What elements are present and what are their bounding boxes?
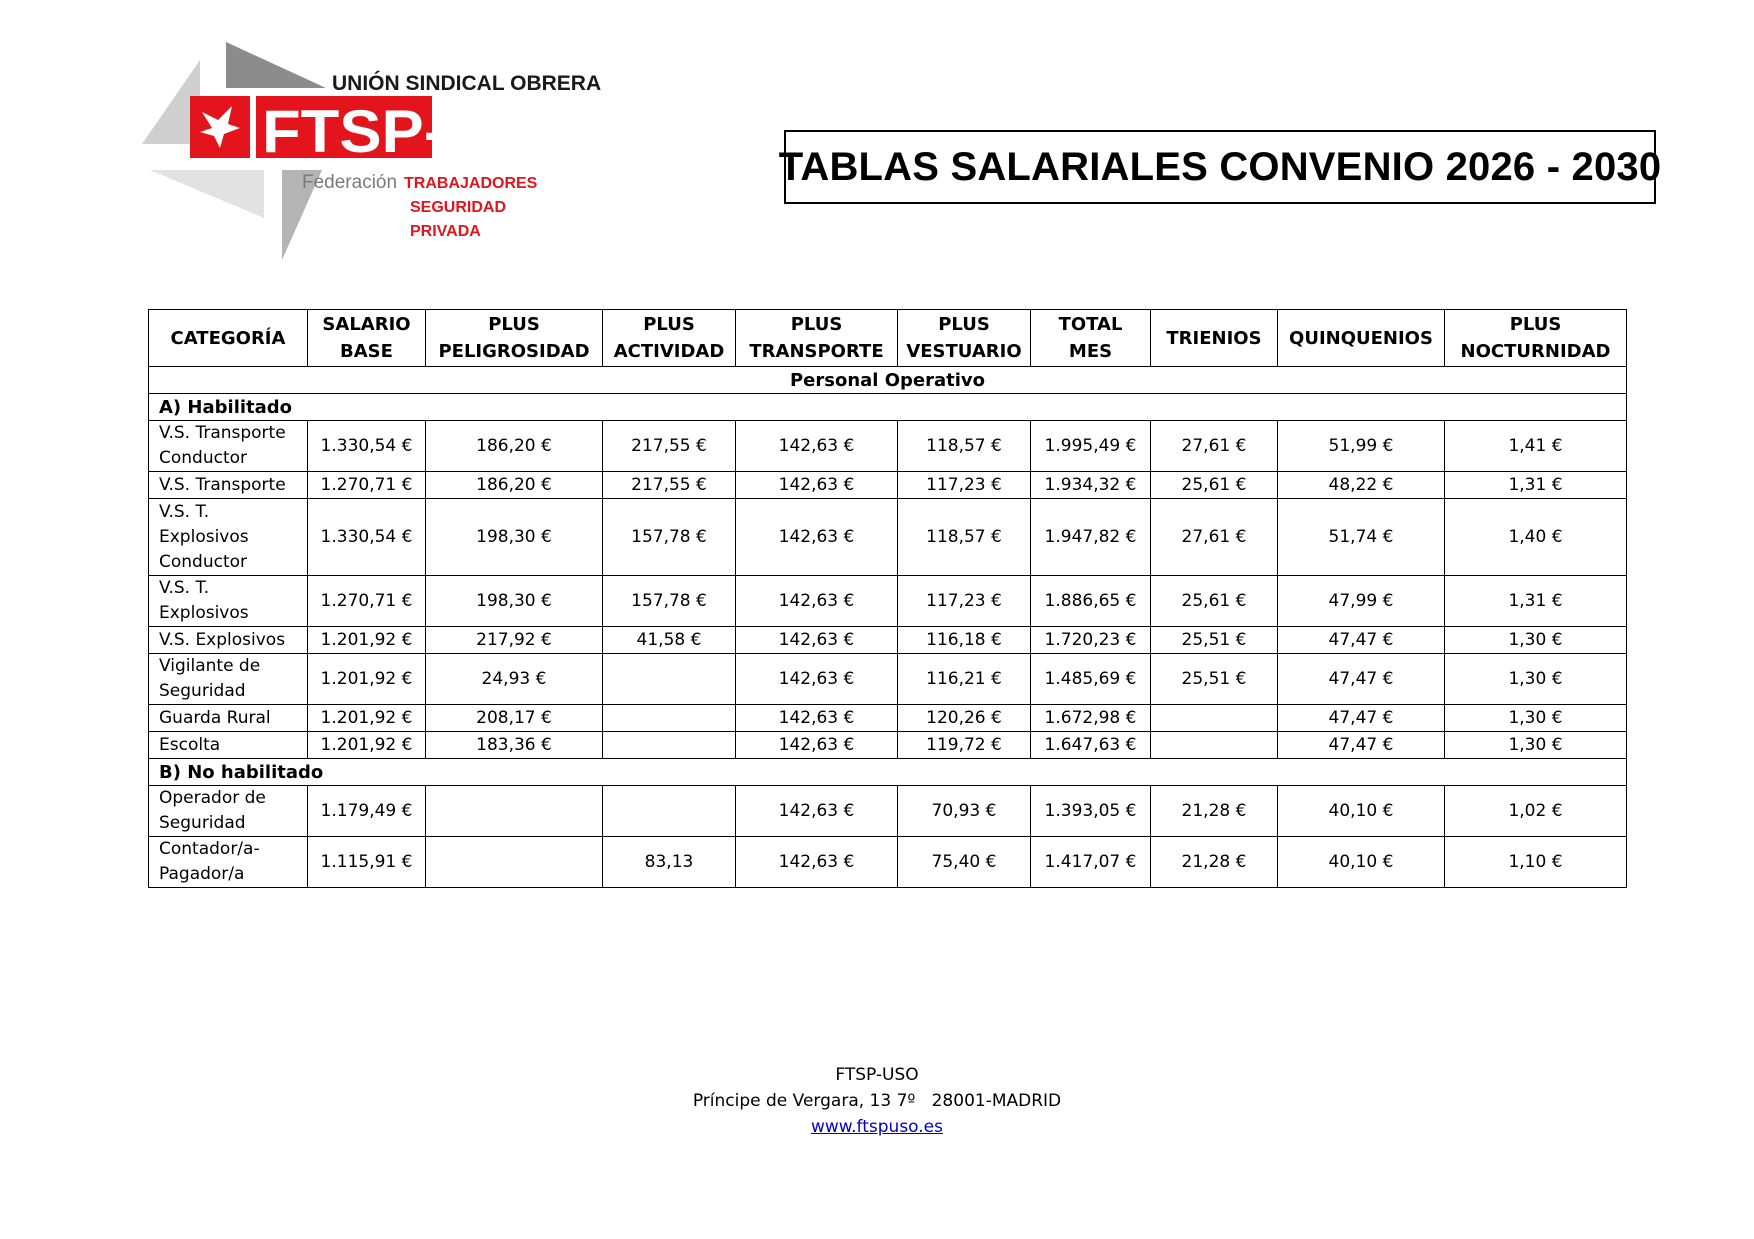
value-cell: 1.672,98 €: [1031, 705, 1151, 732]
category-text: V.S. T.: [159, 501, 210, 522]
value-cell: 41,58 €: [603, 627, 736, 654]
ftsp-uso-logo: [140, 40, 660, 302]
value-cell: 1.201,92 €: [308, 732, 426, 759]
value-cell: 117,23 €: [898, 472, 1031, 499]
column-header-text: PLUS: [790, 314, 843, 335]
column-header: [1151, 310, 1278, 367]
column-header-text: SALARIO: [322, 314, 411, 335]
value-cell: 1,30 €: [1445, 654, 1627, 705]
logo-org-name: UNIÓN SINDICAL OBRERA: [332, 72, 602, 95]
value-cell: 75,40 €: [898, 837, 1031, 888]
group-label: B) No habilitado: [149, 759, 1627, 786]
table-row: [149, 472, 1627, 499]
value-cell: 1.330,54 €: [308, 421, 426, 472]
value-cell: 142,63 €: [736, 654, 898, 705]
column-header-text: BASE: [340, 341, 393, 362]
table-row: [149, 654, 1627, 705]
column-header-text: TRIENIOS: [1166, 327, 1262, 349]
category-text: Escolta: [159, 734, 221, 755]
value-cell: 142,63 €: [736, 421, 898, 472]
category-text: Guarda Rural: [159, 707, 271, 728]
value-cell: 117,23 €: [898, 576, 1031, 627]
value-cell: 1,30 €: [1445, 705, 1627, 732]
value-cell: 157,78 €: [603, 576, 736, 627]
value-cell: 1.330,54 €: [308, 499, 426, 576]
category-text: Pagador/a: [159, 864, 245, 884]
value-cell: 1.179,49 €: [308, 786, 426, 837]
value-cell: 1.270,71 €: [308, 576, 426, 627]
value-cell: 142,63 €: [736, 499, 898, 576]
value-cell: 1,30 €: [1445, 627, 1627, 654]
category-cell: [149, 837, 308, 888]
column-header: [149, 310, 308, 367]
value-cell: 47,47 €: [1278, 732, 1445, 759]
table-body: [149, 367, 1627, 888]
category-cell: [149, 576, 308, 627]
category-text: Explosivos: [159, 526, 249, 547]
category-text: V.S. Transporte: [159, 423, 286, 443]
group-row: [149, 394, 1627, 421]
value-cell: 217,55 €: [603, 421, 736, 472]
value-cell: 25,61 €: [1151, 472, 1278, 499]
value-cell: [603, 705, 736, 732]
category-text: Explosivos: [159, 603, 249, 623]
footer-address: Príncipe de Vergara, 13 7º 28001-MADRID: [692, 1091, 1062, 1111]
footer-name: FTSP-USO: [835, 1065, 919, 1085]
table-row: [149, 786, 1627, 837]
value-cell: 183,36 €: [426, 732, 603, 759]
value-cell: 186,20 €: [426, 421, 603, 472]
table-row: [149, 627, 1627, 654]
footer: [0, 1062, 1754, 1140]
value-cell: [603, 786, 736, 837]
section-label: Personal Operativo: [149, 367, 1627, 394]
value-cell: 119,72 €: [898, 732, 1031, 759]
column-header-text: TOTAL: [1058, 314, 1123, 335]
value-cell: 25,51 €: [1151, 654, 1278, 705]
value-cell: 47,47 €: [1278, 654, 1445, 705]
column-header: [898, 310, 1031, 367]
table-row: [149, 499, 1627, 576]
category-cell: [149, 705, 308, 732]
category-text: Operador de: [159, 788, 266, 808]
category-text: V.S. Transporte: [159, 474, 286, 495]
value-cell: 1,31 €: [1445, 472, 1627, 499]
category-text: V.S. T.: [159, 578, 210, 598]
salary-table: [148, 309, 1627, 888]
value-cell: [426, 786, 603, 837]
column-header-text: TRANSPORTE: [749, 341, 884, 362]
value-cell: 27,61 €: [1151, 421, 1278, 472]
column-header: [1445, 310, 1627, 367]
value-cell: 1,02 €: [1445, 786, 1627, 837]
table-header-row: [149, 310, 1627, 367]
value-cell: 25,51 €: [1151, 627, 1278, 654]
value-cell: 1.647,63 €: [1031, 732, 1151, 759]
table-row: [149, 732, 1627, 759]
value-cell: 1.934,32 €: [1031, 472, 1151, 499]
value-cell: 24,93 €: [426, 654, 603, 705]
column-header: [1278, 310, 1445, 367]
logo-federation-line-3: PRIVADA: [410, 223, 481, 240]
value-cell: 1.201,92 €: [308, 627, 426, 654]
value-cell: 70,93 €: [898, 786, 1031, 837]
column-header: [1031, 310, 1151, 367]
value-cell: 51,99 €: [1278, 421, 1445, 472]
category-cell: [149, 499, 308, 576]
value-cell: [426, 837, 603, 888]
value-cell: 186,20 €: [426, 472, 603, 499]
value-cell: 25,61 €: [1151, 576, 1278, 627]
value-cell: 142,63 €: [736, 837, 898, 888]
value-cell: 47,99 €: [1278, 576, 1445, 627]
column-header-text: QUINQUENIOS: [1289, 327, 1433, 349]
column-header-text: PLUS: [488, 314, 540, 335]
value-cell: 1.720,23 €: [1031, 627, 1151, 654]
value-cell: 118,57 €: [898, 499, 1031, 576]
section-row: [149, 367, 1627, 394]
logo-triangle-top: [226, 42, 326, 88]
category-cell: [149, 421, 308, 472]
value-cell: 116,18 €: [898, 627, 1031, 654]
category-text: Conductor: [159, 551, 248, 572]
value-cell: 1.201,92 €: [308, 705, 426, 732]
page-title: TABLAS SALARIALES CONVENIO 2026 - 2030: [778, 144, 1662, 189]
title-box: [778, 130, 1662, 204]
value-cell: 1,40 €: [1445, 499, 1627, 576]
value-cell: 217,92 €: [426, 627, 603, 654]
category-text: Vigilante de: [159, 656, 261, 676]
category-cell: [149, 654, 308, 705]
category-cell: [149, 732, 308, 759]
value-cell: 1,30 €: [1445, 732, 1627, 759]
value-cell: 1.270,71 €: [308, 472, 426, 499]
column-header: [308, 310, 426, 367]
category-text: Seguridad: [159, 681, 246, 701]
column-header: [736, 310, 898, 367]
logo-federation-line-1: TRABAJADORES: [404, 175, 538, 192]
value-cell: 1.995,49 €: [1031, 421, 1151, 472]
logo-federation: Federación: [302, 172, 398, 193]
column-header: [603, 310, 736, 367]
value-cell: 27,61 €: [1151, 499, 1278, 576]
value-cell: 47,47 €: [1278, 705, 1445, 732]
column-header-text: ACTIVIDAD: [613, 341, 725, 362]
value-cell: 1.417,07 €: [1031, 837, 1151, 888]
value-cell: 142,63 €: [736, 705, 898, 732]
value-cell: 1.201,92 €: [308, 654, 426, 705]
value-cell: 1.393,05 €: [1031, 786, 1151, 837]
value-cell: 142,63 €: [736, 786, 898, 837]
column-header-text: MES: [1068, 341, 1113, 362]
value-cell: 1,41 €: [1445, 421, 1627, 472]
value-cell: 198,30 €: [426, 576, 603, 627]
value-cell: 47,47 €: [1278, 627, 1445, 654]
value-cell: 1.886,65 €: [1031, 576, 1151, 627]
value-cell: 142,63 €: [736, 627, 898, 654]
logo-brand: FTSP-USO: [262, 98, 582, 165]
value-cell: 48,22 €: [1278, 472, 1445, 499]
value-cell: 21,28 €: [1151, 837, 1278, 888]
value-cell: 1.115,91 €: [308, 837, 426, 888]
value-cell: 198,30 €: [426, 499, 603, 576]
category-text: Seguridad: [159, 813, 246, 833]
logo-federation-line-2: SEGURIDAD: [410, 199, 507, 216]
table-row: [149, 421, 1627, 472]
logo-triangle-bottom-left: [150, 170, 264, 218]
value-cell: 118,57 €: [898, 421, 1031, 472]
value-cell: 142,63 €: [736, 472, 898, 499]
column-header: [426, 310, 603, 367]
value-cell: [603, 732, 736, 759]
value-cell: 40,10 €: [1278, 837, 1445, 888]
table-row: [149, 576, 1627, 627]
value-cell: 1,31 €: [1445, 576, 1627, 627]
table-row: [149, 837, 1627, 888]
value-cell: 1.947,82 €: [1031, 499, 1151, 576]
value-cell: [1151, 705, 1278, 732]
value-cell: 217,55 €: [603, 472, 736, 499]
value-cell: 157,78 €: [603, 499, 736, 576]
category-cell: [149, 627, 308, 654]
value-cell: 208,17 €: [426, 705, 603, 732]
value-cell: 1.485,69 €: [1031, 654, 1151, 705]
value-cell: [1151, 732, 1278, 759]
column-header-text: PELIGROSIDAD: [438, 341, 590, 362]
category-text: V.S. Explosivos: [159, 629, 286, 650]
value-cell: 120,26 €: [898, 705, 1031, 732]
value-cell: 83,13: [603, 837, 736, 888]
column-header-text: PLUS: [643, 314, 695, 335]
group-label: A) Habilitado: [149, 394, 1627, 421]
category-cell: [149, 472, 308, 499]
value-cell: 142,63 €: [736, 576, 898, 627]
column-header-text: PLUS: [938, 314, 990, 335]
column-header-text: CATEGORÍA: [170, 327, 286, 349]
category-cell: [149, 786, 308, 837]
value-cell: 116,21 €: [898, 654, 1031, 705]
table-row: [149, 705, 1627, 732]
category-text: Contador/a-: [159, 839, 260, 859]
column-header-text: PLUS: [1509, 314, 1562, 335]
group-row: [149, 759, 1627, 786]
category-text: Conductor: [159, 448, 248, 468]
column-header-text: NOCTURNIDAD: [1460, 341, 1611, 362]
footer-website-link[interactable]: www.ftspuso.es: [810, 1117, 943, 1137]
column-header-text: VESTUARIO: [906, 341, 1022, 362]
value-cell: [603, 654, 736, 705]
value-cell: 21,28 €: [1151, 786, 1278, 837]
value-cell: 40,10 €: [1278, 786, 1445, 837]
value-cell: 51,74 €: [1278, 499, 1445, 576]
value-cell: 142,63 €: [736, 732, 898, 759]
value-cell: 1,10 €: [1445, 837, 1627, 888]
